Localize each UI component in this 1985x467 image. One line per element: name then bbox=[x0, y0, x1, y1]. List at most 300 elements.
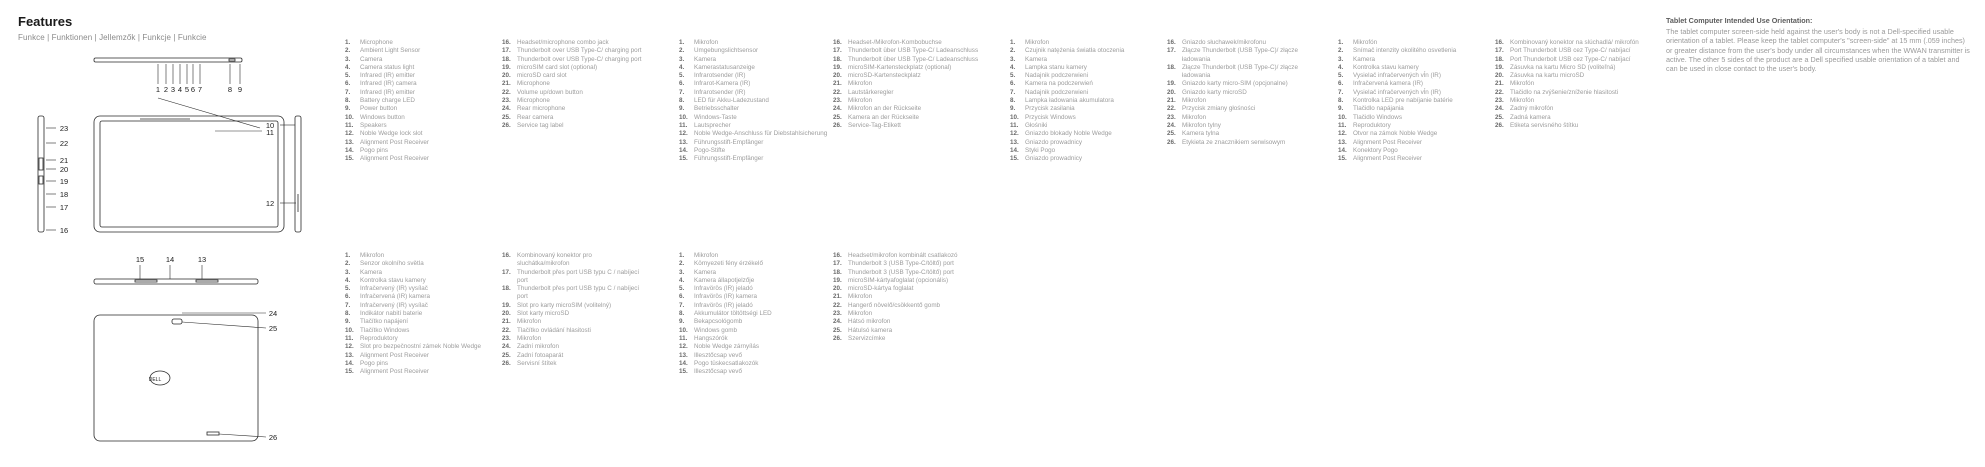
feature-label: Vysielač infračervených vĺn (IR) bbox=[1353, 88, 1441, 96]
feature-list-item bbox=[833, 327, 983, 335]
feature-list-item bbox=[1338, 80, 1488, 88]
feature-number: 19. bbox=[833, 276, 842, 284]
feature-label: Gniazdo karty microSD bbox=[1182, 88, 1247, 96]
feature-label: microSIM-kártyafoglalat (opcionális) bbox=[848, 276, 949, 284]
feature-list-item bbox=[679, 97, 829, 105]
callout-number: 15 bbox=[135, 255, 145, 264]
feature-list-item bbox=[833, 335, 983, 343]
feature-label: Hátulsó kamera bbox=[848, 326, 893, 334]
feature-label: Mikrofon bbox=[517, 318, 542, 326]
feature-number: 3. bbox=[679, 55, 685, 63]
feature-list-item bbox=[833, 72, 983, 80]
feature-label: Tlačítko Windows bbox=[360, 326, 410, 334]
feature-number: 7. bbox=[679, 301, 685, 309]
feature-list-item bbox=[833, 64, 983, 72]
callout-number: 8 bbox=[227, 85, 233, 94]
feature-list-czech-1 bbox=[345, 252, 495, 376]
callout-number: 17 bbox=[59, 203, 69, 212]
feature-list-item bbox=[345, 293, 495, 301]
feature-label: Hátsó mikrofon bbox=[848, 318, 891, 326]
feature-list-item bbox=[502, 47, 642, 55]
feature-list-item bbox=[833, 97, 983, 105]
feature-number: 3. bbox=[1010, 55, 1016, 63]
feature-number: 24. bbox=[833, 318, 842, 326]
feature-list-item bbox=[1010, 97, 1160, 105]
feature-number: 12. bbox=[679, 343, 688, 351]
tablet-top-edge-view bbox=[94, 58, 242, 62]
feature-list-item bbox=[1338, 130, 1488, 138]
feature-number: 20. bbox=[502, 310, 511, 318]
feature-number: 13. bbox=[679, 351, 688, 359]
feature-number: 12. bbox=[345, 343, 354, 351]
feature-label: Otvor na zámok Noble Wedge bbox=[1353, 130, 1438, 138]
feature-number: 17. bbox=[833, 47, 842, 55]
feature-list-hungarian-2 bbox=[833, 252, 983, 343]
feature-label: Tlačidlo na zvýšenie/zníženie hlasitosti bbox=[1510, 88, 1619, 96]
feature-list-item bbox=[1010, 80, 1160, 88]
feature-list-item bbox=[679, 260, 829, 268]
feature-label: Noble Wedge-Anschluss für Diebstahlsicherung bbox=[694, 130, 828, 138]
feature-list-item bbox=[1338, 64, 1488, 72]
feature-list-item bbox=[345, 80, 495, 88]
feature-label: Kombinovaný konektor pro sluchátka/mikrofon bbox=[517, 252, 592, 268]
feature-list-item bbox=[1338, 147, 1488, 155]
callout-lines bbox=[46, 64, 296, 437]
feature-list-item bbox=[679, 310, 829, 318]
feature-list-item bbox=[345, 252, 495, 260]
feature-label: Bekapcsológomb bbox=[694, 318, 743, 326]
feature-list-item bbox=[502, 335, 642, 343]
feature-label: Etykieta ze znacznikiem serwisowym bbox=[1182, 138, 1286, 146]
feature-list-item bbox=[679, 72, 829, 80]
feature-label: Gniazdo słuchawek/mikrofonu bbox=[1182, 39, 1266, 46]
feature-list-item bbox=[1495, 97, 1645, 105]
feature-label: Alignment Post Receiver bbox=[360, 138, 429, 146]
feature-label: Führungsstift-Empfänger bbox=[694, 155, 764, 163]
feature-list-item bbox=[345, 139, 495, 147]
feature-label: Alignment Post Receiver bbox=[360, 155, 429, 163]
feature-list-item bbox=[502, 269, 642, 286]
callout-labels bbox=[60, 85, 277, 442]
feature-label: Infrarotsender (IR) bbox=[694, 72, 746, 80]
feature-number: 26. bbox=[833, 334, 842, 342]
feature-number: 16. bbox=[502, 252, 511, 259]
feature-label: Czujnik natężenia światła otoczenia bbox=[1025, 47, 1125, 55]
feature-number: 18. bbox=[833, 55, 842, 63]
feature-number: 19. bbox=[1167, 80, 1176, 88]
feature-label: Umgebungslichtsensor bbox=[694, 47, 759, 55]
feature-number: 10. bbox=[345, 326, 354, 334]
feature-list-item bbox=[679, 89, 829, 97]
feature-list-item bbox=[1495, 39, 1645, 47]
feature-list-item bbox=[502, 72, 642, 80]
feature-label: Senzor okolního světla bbox=[360, 260, 424, 268]
feature-number: 21. bbox=[1167, 97, 1176, 105]
feature-number: 15. bbox=[345, 368, 354, 376]
feature-number: 12. bbox=[1338, 130, 1347, 138]
feature-list-item bbox=[502, 360, 642, 368]
feature-number: 22. bbox=[833, 88, 842, 96]
feature-label: Mikrofon bbox=[848, 97, 873, 105]
feature-number: 5. bbox=[679, 285, 685, 293]
feature-label: Mikrofon bbox=[1182, 113, 1207, 121]
feature-label: Windows button bbox=[360, 113, 405, 121]
feature-number: 4. bbox=[345, 63, 351, 71]
feature-label: Führungsstift-Empfänger bbox=[694, 138, 764, 146]
feature-list-item bbox=[1338, 47, 1488, 55]
feature-label: Złącze Thunderbolt (USB Type-C)/ złącze ładowania bbox=[1182, 63, 1298, 80]
feature-label: Kontrolka LED pre nabíjanie batérie bbox=[1353, 97, 1453, 105]
feature-label: Infravörös (IR) jeladó bbox=[694, 301, 753, 309]
feature-number: 26. bbox=[1167, 138, 1176, 146]
feature-list-item bbox=[1338, 114, 1488, 122]
feature-label: Kamera állapotjelzője bbox=[694, 276, 755, 284]
feature-number: 1. bbox=[345, 252, 351, 259]
tablet-right-side-view bbox=[295, 116, 301, 232]
orientation-note-body: The tablet computer screen-side held against the user's body is not a Dell-specified usable orientation of a tablet. Please keep the tablet computer's "screen-side" at 15 mm (.059 inches) or greater distance from the user's body under all circumstances when the WWAN transmitter is active. The other 5 sides of the product are a Dell specified usable orientation of a tablet and can be used in close contact to the user's body. bbox=[1666, 27, 1970, 74]
callout-number: 16 bbox=[59, 226, 69, 235]
feature-list-item bbox=[502, 39, 642, 47]
feature-number: 22. bbox=[502, 326, 511, 334]
feature-label: microSD card slot bbox=[517, 72, 567, 80]
feature-label: Pogo pins bbox=[360, 146, 389, 154]
feature-list-item bbox=[345, 97, 495, 105]
feature-list-item bbox=[1010, 155, 1160, 163]
feature-list-item bbox=[502, 343, 642, 351]
feature-label: Lampka stanu kamery bbox=[1025, 63, 1087, 71]
feature-number: 25. bbox=[1495, 113, 1504, 121]
feature-label: microSIM-Kartensteckplatz (optional) bbox=[848, 63, 952, 71]
feature-label: Headset/microphone combo jack bbox=[517, 39, 609, 46]
feature-number: 24. bbox=[833, 105, 842, 113]
feature-list-item bbox=[833, 89, 983, 97]
callout-leader bbox=[182, 322, 266, 328]
feature-list-item bbox=[502, 285, 642, 302]
feature-label: Głośniki bbox=[1025, 121, 1048, 129]
feature-number: 16. bbox=[1495, 39, 1504, 46]
feature-number: 7. bbox=[345, 88, 351, 96]
feature-label: Headset/mikrofon kombinált csatlakozó bbox=[848, 252, 958, 259]
feature-list-item bbox=[833, 252, 983, 260]
feature-number: 20. bbox=[833, 285, 842, 293]
feature-number: 6. bbox=[1338, 80, 1344, 88]
feature-list-hungarian-1 bbox=[679, 252, 829, 376]
feature-list-item bbox=[679, 285, 829, 293]
callout-number: 14 bbox=[165, 255, 175, 264]
feature-list-item bbox=[1010, 114, 1160, 122]
callout-number: 5 bbox=[184, 85, 190, 94]
feature-number: 1. bbox=[679, 39, 685, 46]
feature-label: Rear camera bbox=[517, 113, 554, 121]
feature-list-item bbox=[1495, 47, 1645, 55]
feature-label: Tlačidlo napájania bbox=[1353, 105, 1404, 113]
feature-number: 8. bbox=[1010, 97, 1016, 105]
feature-number: 24. bbox=[502, 105, 511, 113]
feature-number: 4. bbox=[679, 63, 685, 71]
feature-label: Lautsprecher bbox=[694, 121, 731, 129]
feature-number: 6. bbox=[345, 293, 351, 301]
feature-label: Zadná kamera bbox=[1510, 113, 1551, 121]
callout-number: 10 bbox=[265, 121, 275, 130]
feature-label: Kamera bbox=[360, 268, 383, 276]
feature-number: 14. bbox=[1338, 146, 1347, 154]
callout-number: 11 bbox=[266, 128, 274, 137]
feature-list-item bbox=[502, 310, 642, 318]
feature-number: 26. bbox=[1495, 121, 1504, 129]
feature-label: Slot karty microSD bbox=[517, 310, 570, 318]
feature-number: 16. bbox=[833, 39, 842, 46]
feature-list-item bbox=[679, 252, 829, 260]
feature-number: 26. bbox=[502, 359, 511, 367]
feature-list-item bbox=[345, 105, 495, 113]
feature-label: Tlačítko napájení bbox=[360, 318, 408, 326]
feature-list-item bbox=[833, 39, 983, 47]
feature-label: Styki Pogo bbox=[1025, 146, 1056, 154]
callout-number: 20 bbox=[59, 165, 69, 174]
feature-list-item bbox=[502, 64, 642, 72]
feature-number: 9. bbox=[679, 318, 685, 326]
feature-label: Alignment Post Receiver bbox=[360, 368, 429, 376]
feature-label: Infrared (IR) emitter bbox=[360, 72, 415, 80]
feature-list-item bbox=[679, 114, 829, 122]
feature-number: 16. bbox=[1167, 39, 1176, 46]
feature-list-item bbox=[502, 80, 642, 88]
feature-label: Mikrofon bbox=[848, 293, 873, 301]
feature-number: 25. bbox=[502, 113, 511, 121]
feature-number: 13. bbox=[1338, 138, 1347, 146]
feature-label: Vysielač infračervených vĺn (IR) bbox=[1353, 72, 1441, 80]
callout-number: 4 bbox=[177, 85, 183, 94]
feature-list-item bbox=[1495, 114, 1645, 122]
feature-label: Servisní štítek bbox=[517, 359, 557, 367]
callout-number: 7 bbox=[197, 85, 203, 94]
feature-number: 9. bbox=[1338, 105, 1344, 113]
feature-list-item bbox=[345, 277, 495, 285]
feature-number: 3. bbox=[345, 268, 351, 276]
feature-number: 2. bbox=[1010, 47, 1016, 55]
feature-number: 15. bbox=[679, 368, 688, 376]
feature-number: 17. bbox=[1495, 47, 1504, 55]
feature-list-item bbox=[833, 302, 983, 310]
dell-logo-text: DELL bbox=[148, 377, 162, 383]
feature-list-item bbox=[1010, 72, 1160, 80]
feature-number: 16. bbox=[833, 252, 842, 259]
feature-number: 15. bbox=[345, 155, 354, 163]
feature-label: Gniazdo blokady Noble Wedge bbox=[1025, 130, 1112, 138]
feature-list-item bbox=[345, 327, 495, 335]
feature-label: Betriebsschalter bbox=[694, 105, 740, 113]
feature-label: Gniazdo prowadnicy bbox=[1025, 138, 1083, 146]
feature-label: Przycisk zasilania bbox=[1025, 105, 1075, 113]
feature-number: 3. bbox=[679, 268, 685, 276]
feature-label: Infravörös (IR) jeladó bbox=[694, 285, 753, 293]
feature-label: Nadajnik podczerwieni bbox=[1025, 72, 1089, 80]
feature-number: 23. bbox=[833, 97, 842, 105]
orientation-note bbox=[1666, 16, 1971, 73]
callout-number: 23 bbox=[59, 124, 69, 133]
feature-list-item bbox=[679, 360, 829, 368]
feature-label: Infračervený (IR) vysílač bbox=[360, 285, 428, 293]
feature-label: Mikrofon an der Rückseite bbox=[848, 105, 922, 113]
feature-number: 11. bbox=[345, 334, 354, 342]
feature-number: 22. bbox=[1167, 105, 1176, 113]
feature-label: Windows gomb bbox=[694, 326, 738, 334]
feature-number: 8. bbox=[1338, 97, 1344, 105]
feature-label: Kamerastatusanzeige bbox=[694, 63, 755, 71]
callout-number: 12 bbox=[265, 199, 275, 208]
feature-list-german-1 bbox=[679, 39, 829, 163]
tablet-diagram bbox=[0, 0, 320, 467]
feature-number: 5. bbox=[679, 72, 685, 80]
feature-label: Gniazdo karty micro-SIM (opcjonalne) bbox=[1182, 80, 1288, 88]
callout-leader bbox=[219, 434, 266, 437]
feature-label: Service tag label bbox=[517, 121, 564, 129]
feature-label: Infrared (IR) camera bbox=[360, 80, 417, 88]
feature-list-item bbox=[679, 318, 829, 326]
feature-list-german-2 bbox=[833, 39, 983, 130]
feature-label: Infrarot-Kamera (IR) bbox=[694, 80, 751, 88]
feature-list-item bbox=[345, 343, 495, 351]
feature-label: Battery charge LED bbox=[360, 97, 415, 105]
feature-list-item bbox=[502, 114, 642, 122]
feature-list-slovak-2 bbox=[1495, 39, 1645, 130]
feature-label: Hangerő növelő/csökkentő gomb bbox=[848, 301, 941, 309]
feature-number: 20. bbox=[1167, 88, 1176, 96]
feature-number: 16. bbox=[502, 39, 511, 46]
feature-list-item bbox=[1167, 114, 1317, 122]
feature-number: 1. bbox=[345, 39, 351, 46]
feature-label: Noble Wedge zárnyílás bbox=[694, 343, 759, 351]
feature-list-item bbox=[679, 64, 829, 72]
feature-list-item bbox=[1167, 97, 1317, 105]
feature-number: 18. bbox=[502, 285, 511, 293]
feature-label: Thunderbolt přes port USB typu C / nabíjecí port bbox=[517, 268, 640, 284]
feature-number: 18. bbox=[1167, 63, 1176, 71]
feature-label: Slot pro karty microSIM (volitelný) bbox=[517, 301, 612, 309]
feature-label: Zadní fotoaparát bbox=[517, 351, 564, 359]
feature-list-polish-2 bbox=[1167, 39, 1317, 147]
feature-number: 14. bbox=[345, 146, 354, 154]
feature-label: Thunderbolt über USB Type-C/ Ladeanschluss bbox=[848, 47, 979, 55]
feature-list-item bbox=[1167, 89, 1317, 97]
feature-label: LED für Akku-Ladezustand bbox=[694, 97, 769, 105]
feature-list-item bbox=[1338, 39, 1488, 47]
feature-list-item bbox=[502, 122, 642, 130]
feature-label: Kamera bbox=[1353, 55, 1376, 63]
feature-number: 20. bbox=[833, 72, 842, 80]
feature-list-item bbox=[833, 114, 983, 122]
feature-label: microSD-Kartensteckplatz bbox=[848, 72, 921, 80]
feature-list-item bbox=[679, 122, 829, 130]
feature-number: 18. bbox=[1495, 55, 1504, 63]
feature-list-item bbox=[1495, 80, 1645, 88]
feature-list-item bbox=[1010, 139, 1160, 147]
feature-list-item bbox=[833, 318, 983, 326]
feature-label: Zásuvka na kartu microSD bbox=[1510, 72, 1585, 80]
callout-number: 22 bbox=[59, 139, 69, 148]
feature-list-item bbox=[1167, 139, 1317, 147]
feature-list-item bbox=[679, 130, 829, 138]
feature-number: 22. bbox=[502, 88, 511, 96]
feature-number: 15. bbox=[1338, 155, 1347, 163]
feature-number: 14. bbox=[679, 146, 688, 154]
feature-label: Microphone bbox=[360, 39, 393, 46]
feature-list-item bbox=[502, 327, 642, 335]
feature-number: 19. bbox=[502, 301, 511, 309]
feature-label: Ambient Light Sensor bbox=[360, 47, 421, 55]
feature-list-item bbox=[833, 293, 983, 301]
feature-number: 11. bbox=[1010, 121, 1019, 129]
feature-label: Camera bbox=[360, 55, 383, 63]
feature-list-item bbox=[345, 122, 495, 130]
feature-list-item bbox=[1010, 47, 1160, 55]
feature-number: 12. bbox=[1010, 130, 1019, 138]
feature-list-item bbox=[502, 89, 642, 97]
feature-number: 17. bbox=[502, 47, 511, 55]
feature-label: Tlačidlo Windows bbox=[1353, 113, 1402, 121]
feature-number: 21. bbox=[833, 293, 842, 301]
feature-number: 10. bbox=[679, 326, 688, 334]
feature-number: 13. bbox=[1010, 138, 1019, 146]
feature-number: 13. bbox=[679, 138, 688, 146]
feature-list-item bbox=[679, 327, 829, 335]
feature-list-english-1 bbox=[345, 39, 495, 163]
feature-label: Infrarotsender (IR) bbox=[694, 88, 746, 96]
feature-list-slovak-1 bbox=[1338, 39, 1488, 163]
feature-label: Kamera an der Rückseite bbox=[848, 113, 920, 121]
callout-number: 25 bbox=[268, 324, 278, 333]
feature-number: 25. bbox=[833, 326, 842, 334]
feature-number: 21. bbox=[1495, 80, 1504, 88]
feature-number: 2. bbox=[679, 260, 685, 268]
feature-label: Power button bbox=[360, 105, 398, 113]
feature-label: Mikrofon bbox=[517, 334, 542, 342]
feature-number: 6. bbox=[679, 293, 685, 301]
feature-number: 13. bbox=[345, 351, 354, 359]
feature-list-item bbox=[345, 155, 495, 163]
feature-number: 9. bbox=[345, 105, 351, 113]
feature-label: Lautstärkeregler bbox=[848, 88, 894, 96]
feature-label: Kamera bbox=[694, 55, 717, 63]
tablet-back-view bbox=[94, 315, 258, 441]
feature-list-item bbox=[679, 352, 829, 360]
feature-list-item bbox=[502, 252, 642, 269]
feature-number: 7. bbox=[679, 88, 685, 96]
feature-list-item bbox=[345, 360, 495, 368]
feature-label: Mikrofon bbox=[360, 252, 385, 259]
feature-number: 6. bbox=[1010, 80, 1016, 88]
feature-number: 11. bbox=[679, 121, 688, 129]
feature-label: Thunderbolt über USB Type-C/ Ladeanschluss bbox=[848, 55, 979, 63]
feature-number: 25. bbox=[1167, 130, 1176, 138]
feature-list-item bbox=[502, 352, 642, 360]
feature-list-item bbox=[1338, 155, 1488, 163]
feature-label: Przycisk Windows bbox=[1025, 113, 1076, 121]
feature-number: 9. bbox=[345, 318, 351, 326]
feature-number: 24. bbox=[1495, 105, 1504, 113]
feature-number: 19. bbox=[502, 63, 511, 71]
feature-number: 9. bbox=[1010, 105, 1016, 113]
feature-list-item bbox=[833, 47, 983, 55]
feature-number: 11. bbox=[679, 334, 688, 342]
feature-label: Volume up/down button bbox=[517, 88, 583, 96]
tablet-left-side-view bbox=[38, 116, 44, 232]
feature-number: 2. bbox=[679, 47, 685, 55]
feature-label: Zadní mikrofon bbox=[517, 343, 559, 351]
feature-list-czech-2 bbox=[502, 252, 642, 368]
feature-number: 18. bbox=[833, 268, 842, 276]
feature-list-item bbox=[679, 293, 829, 301]
